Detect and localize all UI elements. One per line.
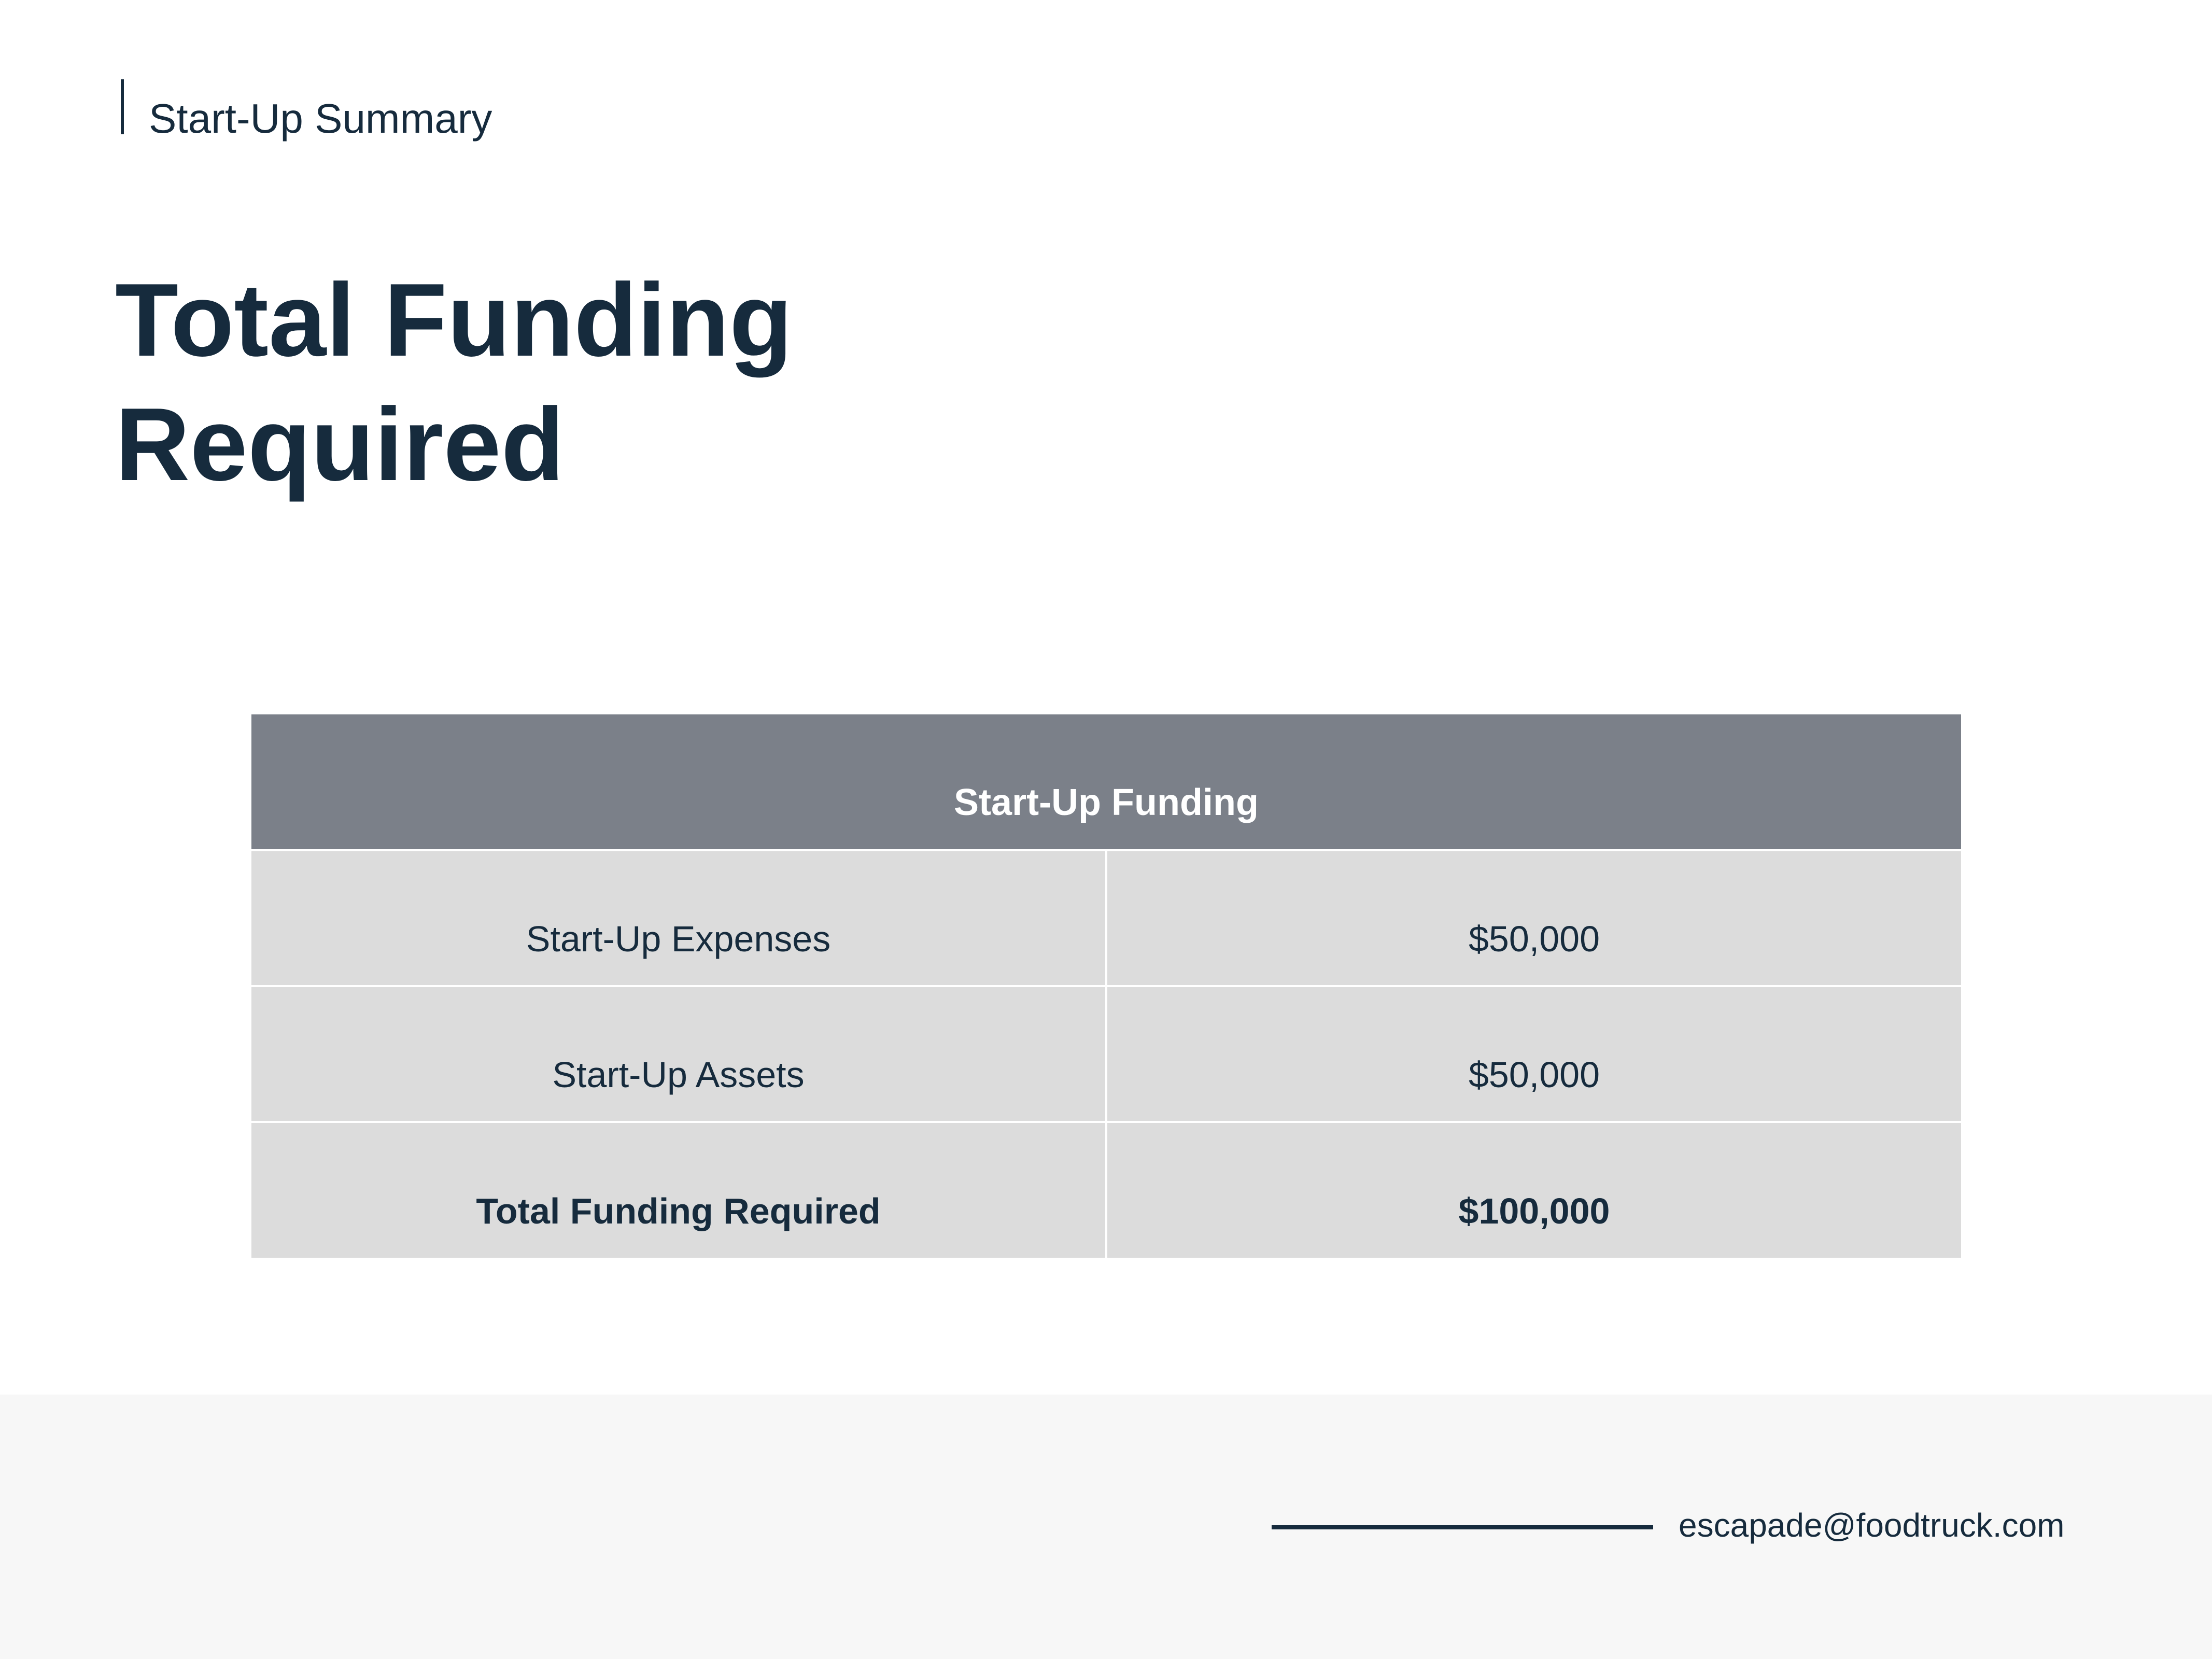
section-label bbox=[121, 79, 492, 142]
table-row-total bbox=[251, 1122, 1961, 1258]
row-value-total: $100,000 bbox=[1106, 1122, 1961, 1258]
footer-divider bbox=[1272, 1525, 1653, 1529]
table-header-row bbox=[251, 714, 1961, 850]
row-value-start-up-assets: $50,000 bbox=[1106, 986, 1961, 1122]
page-title-line-2: Required bbox=[115, 387, 565, 502]
section-label-text: Start-Up Summary bbox=[149, 95, 492, 142]
table-row bbox=[251, 986, 1961, 1122]
table-row bbox=[251, 850, 1961, 986]
page-title bbox=[115, 258, 1100, 507]
row-label-start-up-expenses: Start-Up Expenses bbox=[251, 850, 1106, 986]
footer bbox=[0, 1395, 2212, 1659]
section-label-bar bbox=[121, 79, 124, 134]
row-label-start-up-assets: Start-Up Assets bbox=[251, 986, 1106, 1122]
row-label-total: Total Funding Required bbox=[251, 1122, 1106, 1258]
table-heading: Start-Up Funding bbox=[251, 714, 1961, 850]
row-value-start-up-expenses: $50,000 bbox=[1106, 850, 1961, 986]
contact-email: escapade@foodtruck.com bbox=[1679, 1507, 2065, 1544]
page-title-line-1: Total Funding bbox=[115, 262, 793, 378]
funding-table bbox=[251, 714, 1961, 1258]
